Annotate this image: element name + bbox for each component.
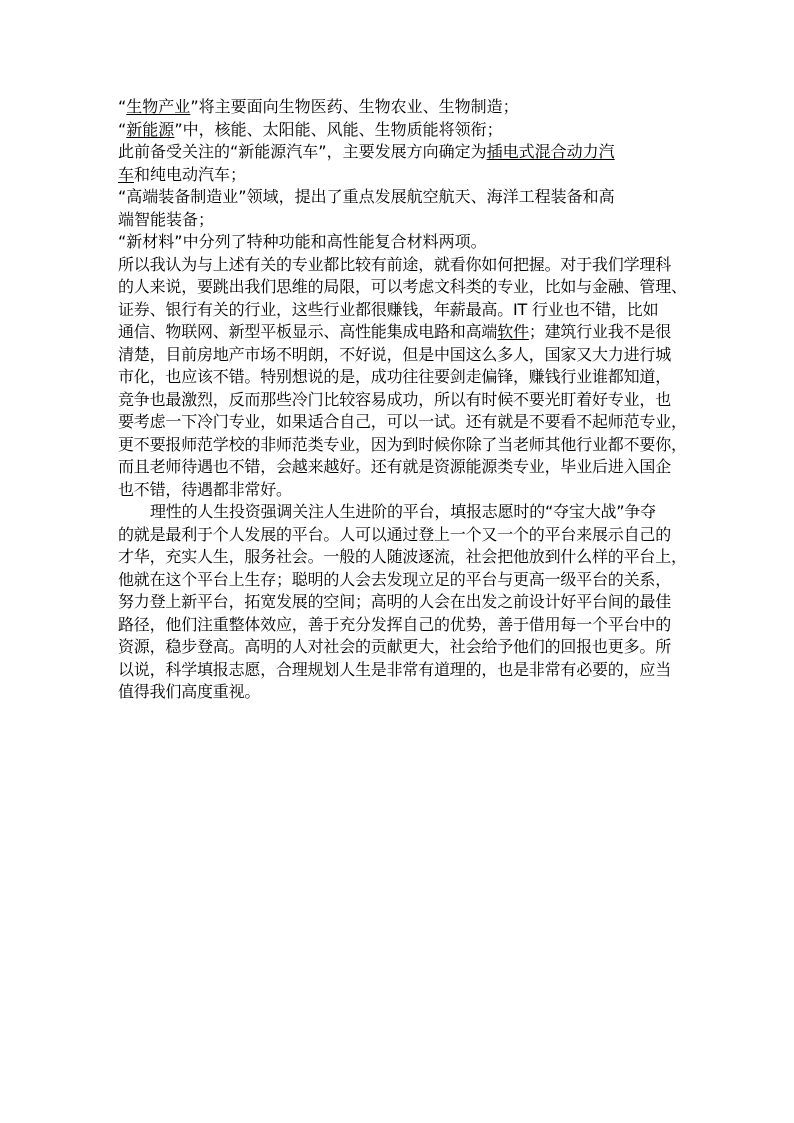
paragraph-line: 而且老师待遇也不错，会越来越好。还有就是资源能源类专业，毕业后进入国企 xyxy=(118,457,672,476)
paragraph-line: 的就是最利于个人发展的平台。人可以通过登上一个又一个的平台来展示自己的 xyxy=(118,524,672,544)
paragraph-line: 才华，充实人生，服务社会。一般的人随波逐流，社会把他放到什么样的平台上， xyxy=(118,547,687,566)
paragraph-line: 的人来说，要跳出我们思维的局限，可以考虑文科类的专业，比如与金融、管理、 xyxy=(118,277,687,296)
paragraph-line: 努力登上新平台，拓宽发展的空间；高明的人会在出发之前设计好平台间的最佳 xyxy=(118,592,672,611)
line-high-end-equipment: “高端装备制造业”领域，提出了重点发展航空航天、海洋工程装备和高 xyxy=(118,187,615,206)
industry-list xyxy=(118,96,678,254)
paragraph-line: 竞争也最激烈，反而那些冷门比较容易成功，所以有时候不要光盯着好专业，也 xyxy=(118,389,672,409)
paragraph-line: 路径，他们注重整体效应，善于充分发挥自己的优势，善于借用每一个平台中的 xyxy=(118,614,672,634)
line-new-materials: “新材料”中分列了特种功能和高性能复合材料两项。 xyxy=(118,232,487,251)
paragraph-text: 通信、物联网、新型平板显示、高性能集成电路和高端 xyxy=(118,322,498,341)
line-new-energy-vehicle-cont xyxy=(118,164,678,187)
line-new-energy xyxy=(118,119,678,142)
bio-industry-text: ”将主要面向生物医药、生物农业、生物制造； xyxy=(190,97,519,116)
nev-text-cont: 和纯电动汽车； xyxy=(134,164,247,184)
paragraph-line: 更不要报师范学校的非师范类专业，因为到时候你除了当老师其他行业都不要你， xyxy=(118,434,687,454)
paragraph-line xyxy=(118,321,678,344)
paragraph-platform xyxy=(118,501,687,704)
paragraph-line: 他就在这个平台上生存；聪明的人会去发现立足的平台与更高一级平台的关系， xyxy=(118,569,672,589)
paragraph-line: 理性的人生投资强调关注人生进阶的平台，填报志愿时的“夺宝大战”争夺 xyxy=(150,502,656,521)
line-high-end-equipment-cont: 端智能装备； xyxy=(118,209,215,229)
plugin-hybrid-link-cont[interactable]: 车 xyxy=(118,164,135,184)
paragraph-majors xyxy=(118,254,687,502)
paragraph-line: 清楚，目前房地产市场不明朗，不好说，但是中国这么多人，国家又大力进行城 xyxy=(118,344,672,364)
line-new-energy-vehicle xyxy=(118,141,678,164)
paragraph-line: 要考虑一下冷门专业，如果适合自己，可以一试。还有就是不要看不起师范专业， xyxy=(118,412,687,431)
paragraph-line: 证券、银行有关的行业，这些行业都很赚钱，年薪最高。IT 行业也不错，比如 xyxy=(118,299,659,319)
paragraph-line: 所以我认为与上述有关的专业都比较有前途，就看你如何把握。对于我们学理科 xyxy=(118,254,672,274)
paragraph-line: 市化，也应该不错。特别想说的是，成功往往要剑走偏锋，赚钱行业谁都知道， xyxy=(118,367,672,386)
paragraph-text: ；建筑行业我不是很 xyxy=(528,322,672,341)
paragraph-line: 资源，稳步登高。高明的人对社会的贡献更大，社会给予他们的回报也更多。所 xyxy=(118,637,672,656)
nev-text: 此前备受关注的“新能源汽车”，主要发展方向确定为 xyxy=(118,142,487,161)
software-link[interactable]: 软件 xyxy=(497,322,529,341)
line-bio-industry xyxy=(118,96,678,119)
new-energy-link[interactable]: 新能源 xyxy=(126,119,175,139)
bio-industry-link[interactable]: 生物产业 xyxy=(126,97,191,116)
quote-open: “ xyxy=(118,97,127,116)
plugin-hybrid-link[interactable]: 插电式混合动力汽 xyxy=(486,142,615,161)
paragraph-line: 也不错，待遇都非常好。 xyxy=(118,479,292,499)
document-body xyxy=(118,96,687,704)
paragraph-line: 以说，科学填报志愿，合理规划人生是非常有道理的，也是非常有必要的，应当 xyxy=(118,659,672,679)
new-energy-text: ”中，核能、太阳能、风能、生物质能将领衔； xyxy=(174,119,503,139)
paragraph-line: 值得我们高度重视。 xyxy=(118,682,261,701)
quote-open: “ xyxy=(118,119,127,139)
